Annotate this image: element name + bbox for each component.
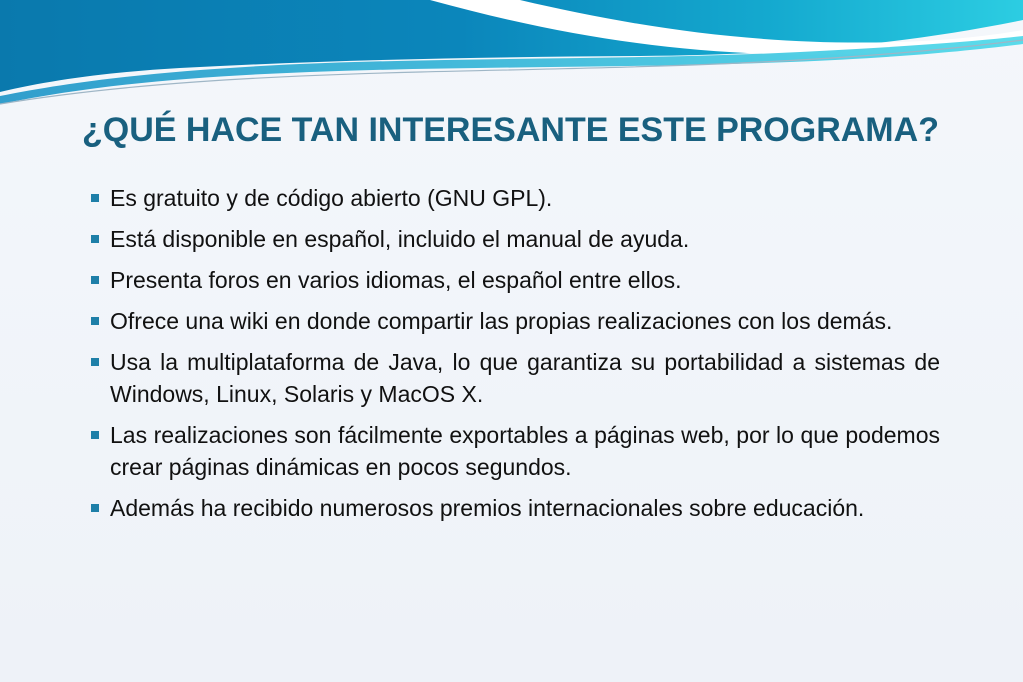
bullet-list (90, 182, 940, 533)
square-bullet-icon (91, 358, 99, 366)
bullet-text: Está disponible en español, incluido el manual de ayuda. (110, 226, 690, 252)
bullet-text: Ofrece una wiki en donde compartir las propias realizaciones con los demás. (110, 308, 893, 334)
bullet-item (90, 346, 940, 410)
bullet-text: Es gratuito y de código abierto (GNU GPL). (110, 185, 553, 211)
bullet-item (90, 223, 940, 255)
bullet-item (90, 182, 940, 214)
header-wave-decoration (0, 0, 1023, 110)
bullet-item (90, 492, 940, 524)
square-bullet-icon (91, 431, 99, 439)
square-bullet-icon (91, 235, 99, 243)
square-bullet-icon (91, 194, 99, 202)
bullet-text: Las realizaciones son fácilmente exportables a páginas web, por lo que podemos crear páginas dinámicas en pocos segundos. (110, 422, 940, 480)
square-bullet-icon (91, 317, 99, 325)
bullet-text: Además ha recibido numerosos premios internacionales sobre educación. (110, 495, 865, 521)
bullet-text: Presenta foros en varios idiomas, el español entre ellos. (110, 267, 682, 293)
bullet-item (90, 419, 940, 483)
bullet-item (90, 305, 940, 337)
square-bullet-icon (91, 276, 99, 284)
slide-title: ¿QUÉ HACE TAN INTERESANTE ESTE PROGRAMA? (82, 111, 939, 149)
square-bullet-icon (91, 504, 99, 512)
bullet-item (90, 264, 940, 296)
bullet-text: Usa la multiplataforma de Java, lo que garantiza su portabilidad a sistemas de Windows, Linux, Solaris y MacOS X. (110, 349, 940, 407)
